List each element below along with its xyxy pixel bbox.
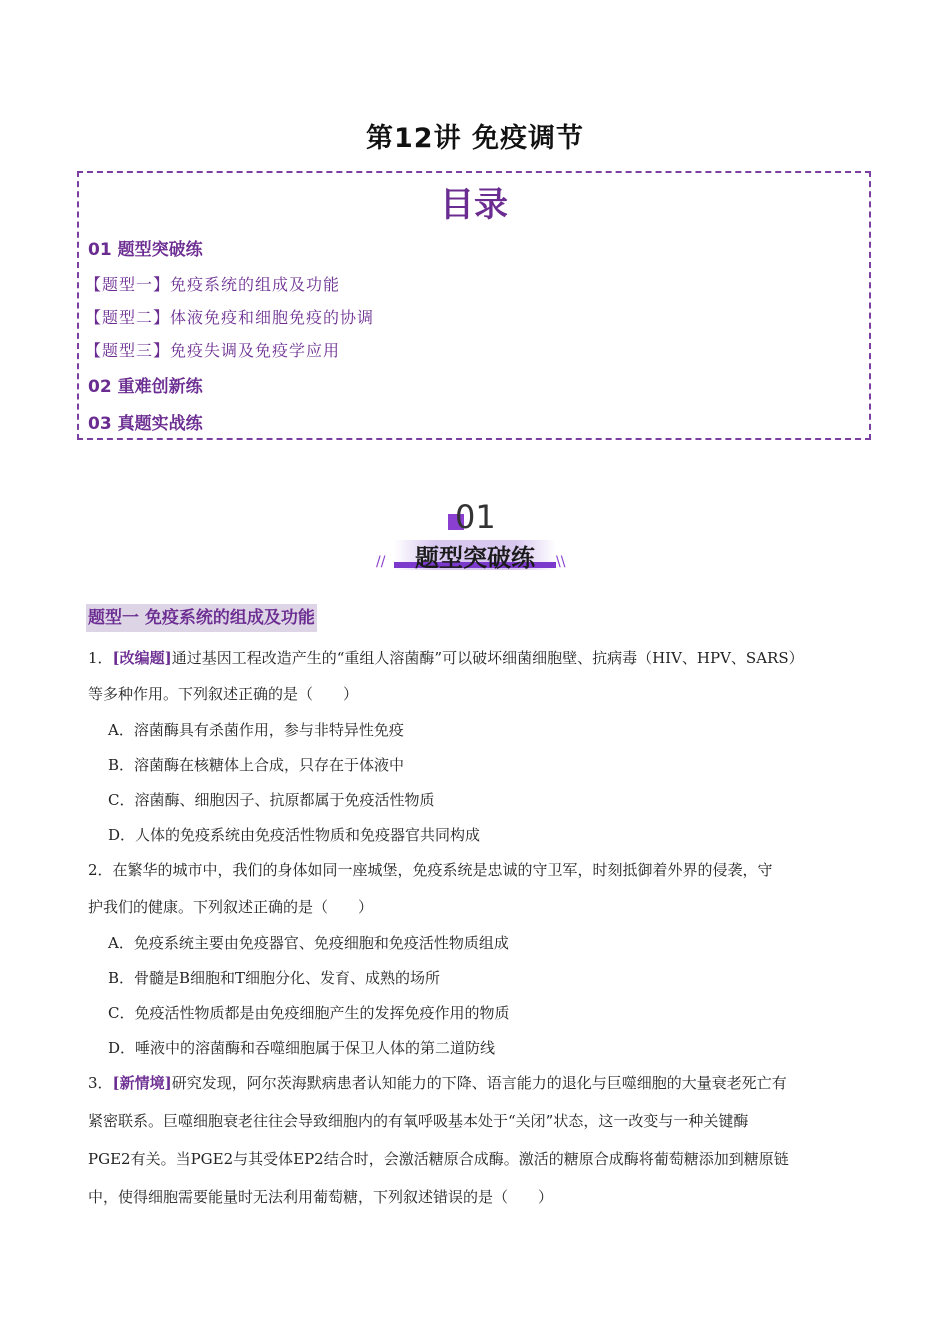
q1-stem-line2: 等多种作用。下列叙述正确的是（ ）	[88, 685, 359, 703]
q2-option-d[interactable]: D．唾液中的溶菌酶和吞噬细胞属于保卫人体的第二道防线	[108, 1039, 496, 1057]
q1-stem-line1	[88, 647, 804, 668]
toc-section-03[interactable]: 03 真题实战练	[88, 414, 203, 434]
toc-sub-type-3[interactable]: 【题型三】免疫失调及免疫学应用	[85, 341, 341, 360]
q3-stem-line2: 紧密联系。巨噬细胞衰老往往会导致细胞内的有氧呼吸基本处于“关闭”状态，这一改变与一种关键酶	[88, 1112, 749, 1130]
q1-tag: [改编题]	[112, 649, 172, 667]
q3-stem-text: 研究发现，阿尔茨海默病患者认知能力的下降、语言能力的退化与巨噬细胞的大量衰老死亡有	[171, 1074, 787, 1092]
q2-option-b[interactable]: B．骨髓是B细胞和T细胞分化、发育、成熟的场所	[108, 969, 441, 987]
q2-stem-line1: 2．在繁华的城市中，我们的身体如同一座城堡，免疫系统是忠诚的守卫军，时刻抵御着外界的侵袭，守	[88, 861, 773, 879]
badge-label: 题型突破练	[415, 544, 535, 572]
toc-sub-type-1[interactable]: 【题型一】免疫系统的组成及功能	[85, 275, 341, 294]
toc-sub-type-2[interactable]: 【题型二】体液免疫和细胞免疫的协调	[85, 308, 375, 327]
table-of-contents	[77, 171, 871, 440]
badge-number: 01	[455, 498, 496, 536]
q1-option-d[interactable]: D．人体的免疫系统由免疫活性物质和免疫器官共同构成	[108, 826, 481, 844]
q3-stem-line1	[88, 1072, 787, 1093]
q1-stem-text: 通过基因工程改造产生的“重组人溶菌酶”可以破坏细菌细胞壁、抗病毒（HIV、HPV、SARS）	[171, 649, 804, 667]
q1-option-c[interactable]: C．溶菌酶、细胞因子、抗原都属于免疫活性物质	[108, 791, 435, 809]
toc-section-01[interactable]: 01 题型突破练	[88, 240, 203, 260]
q2-option-c[interactable]: C．免疫活性物质都是由免疫细胞产生的发挥免疫作用的物质	[108, 1004, 510, 1022]
badge-left-deco: //	[376, 554, 386, 570]
q3-number: 3．	[88, 1074, 113, 1092]
q1-option-b[interactable]: B．溶菌酶在核糖体上合成，只存在于体液中	[108, 756, 405, 774]
toc-section-02[interactable]: 02 重难创新练	[88, 377, 203, 397]
section-badge	[376, 498, 570, 578]
q2-option-a[interactable]: A．免疫系统主要由免疫器官、免疫细胞和免疫活性物质组成	[108, 934, 509, 952]
q1-number: 1．	[88, 649, 113, 667]
page-title: 第12讲 免疫调节	[366, 123, 584, 154]
question-type-heading: 题型一 免疫系统的组成及功能	[86, 604, 317, 632]
q1-option-a[interactable]: A．溶菌酶具有杀菌作用，参与非特异性免疫	[108, 721, 404, 739]
badge-right-deco: \\	[556, 554, 566, 570]
q2-stem-line2: 护我们的健康。下列叙述正确的是（ ）	[88, 898, 374, 916]
toc-heading: 目录	[440, 185, 508, 225]
q3-stem-line3: PGE2有关。当PGE2与其受体EP2结合时，会激活糖原合成酶。激活的糖原合成酶将葡萄糖添加到糖原链	[88, 1150, 789, 1168]
q3-stem-line4: 中，使得细胞需要能量时无法利用葡萄糖，下列叙述错误的是（ ）	[88, 1188, 554, 1206]
q3-tag: [新情境]	[112, 1074, 172, 1092]
